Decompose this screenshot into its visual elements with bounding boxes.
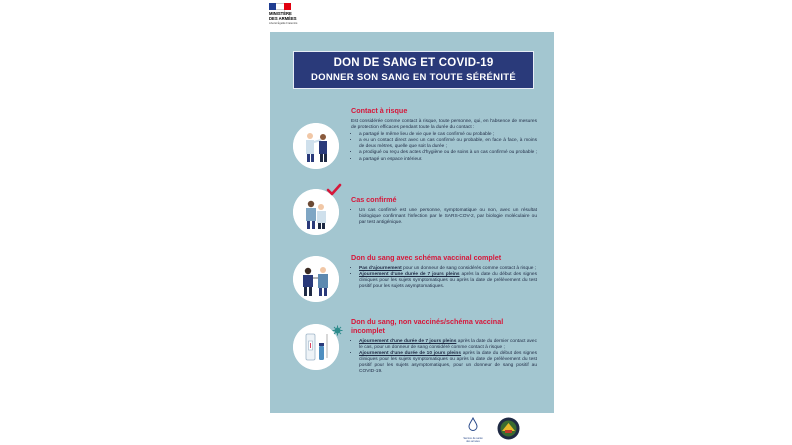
list-item: • a eu un contact direct avec un cas confirmé ou probable, en face à face, à moins de deux mètres, quelle que soit la durée ; bbox=[359, 138, 537, 150]
efs-label: Service de santé des armées bbox=[463, 437, 483, 443]
list-item: • a partagé un espace intérieur. bbox=[359, 157, 537, 163]
list-item: • a prodigué ou reçu des actes d'hygiène ou de soins à un cas confirmé ou probable ; bbox=[359, 150, 537, 156]
virus-icon bbox=[332, 323, 343, 334]
section-title: Don du sang avec schéma vaccinal complet bbox=[351, 253, 502, 262]
section-contact-a-risque bbox=[351, 106, 537, 163]
checkmark-icon bbox=[326, 183, 342, 197]
section-cas-confirme bbox=[351, 195, 537, 226]
section-title: Contact à risque bbox=[351, 106, 408, 115]
poster-title-box bbox=[293, 51, 534, 89]
blood-drop-icon bbox=[462, 417, 484, 431]
bullet-list bbox=[351, 339, 537, 376]
bullet-list bbox=[351, 266, 537, 290]
military-seal-icon bbox=[497, 417, 520, 440]
section-schema-vaccinal-complet bbox=[351, 253, 537, 290]
french-flag-icon bbox=[269, 3, 291, 10]
section-title: Cas confirmé bbox=[351, 195, 397, 204]
efs-logo bbox=[462, 417, 484, 443]
ministry-motto: Liberté Égalité Fraternité bbox=[269, 22, 298, 26]
list-item: • Ajournement d'une durée de 7 jours pleins après la date du dernier contact avec le cas, pour un donneur de sang considéré comme contact à risque ; bbox=[359, 339, 537, 351]
poster-title: DON DE SANG ET COVID-19 bbox=[333, 57, 494, 69]
bullet-list bbox=[351, 132, 537, 162]
vaccination-icon bbox=[293, 256, 339, 302]
list-item: • Ajournement d'une durée de 10 jours pleins après la date du début des signes cliniques pour les sujets symptomatiques ou après la date de prélèvement du test positif pour les sujets asymptomatiques, pour un donneur de sang positif au COVID-19. bbox=[359, 351, 537, 375]
section-intro: Est considérée comme contact à risque, toute personne, qui, en l'absence de mesures de protection efficaces pendant toute la durée du contact : bbox=[351, 119, 537, 131]
doctor-patient-icon bbox=[293, 123, 339, 169]
poster-subtitle: DONNER SON SANG EN TOUTE SÉRÉNITÉ bbox=[310, 72, 517, 83]
list-item: • Ajournement d'une durée de 7 jours pleins après la date du début des signes cliniques pour les sujets symptomatiques ou après la date de prélèvement du test positif pour les sujets asymptomatiques. bbox=[359, 272, 537, 290]
list-item: • Pas d'ajournement pour un donneur de sang considérés comme contact à risque ; bbox=[359, 266, 537, 272]
section-non-vaccines bbox=[351, 317, 537, 376]
poster bbox=[270, 32, 554, 413]
ministry-header bbox=[269, 3, 329, 31]
section-title: Don du sang, non vaccinés/schéma vaccinal incomplet bbox=[351, 317, 504, 335]
list-item: • Un cas confirmé est une personne, symptomatique ou non, avec un résultat biologique confirmant l'infection par le SARS-COV-2, par biologie moléculaire ou par test antigénique. bbox=[359, 208, 537, 226]
bullet-list bbox=[351, 208, 537, 226]
ministry-name: MINISTÈRE DES ARMÉES bbox=[269, 11, 297, 21]
list-item: • a partagé le même lieu de vie que le cas confirmé ou probable ; bbox=[359, 132, 537, 138]
